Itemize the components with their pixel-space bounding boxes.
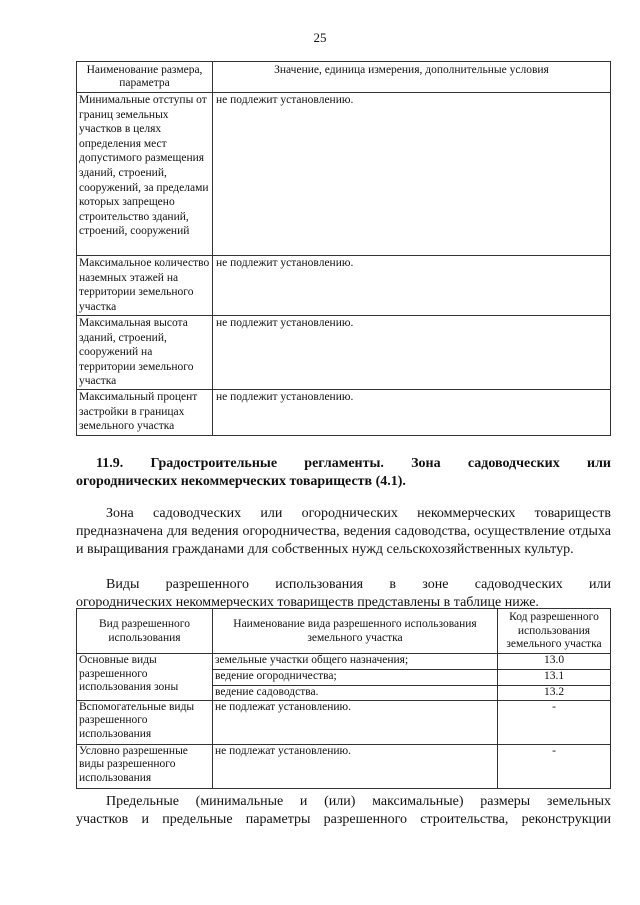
aux-uses-label: Вспомогательные виды разрешенного использования xyxy=(77,700,213,744)
use-name-cell: не подлежат установлению. xyxy=(213,744,498,788)
value-cell: не подлежит установлению. xyxy=(213,256,611,316)
section-heading xyxy=(76,455,611,491)
use-code-cell: - xyxy=(498,744,611,788)
table-row xyxy=(77,744,611,788)
table-row xyxy=(77,256,611,316)
param-cell: Максимальный процент застройки в границах земельного участка xyxy=(77,390,213,436)
header-use-type: Вид разрешенного использования xyxy=(77,609,213,654)
param-cell: Максимальное количество наземных этажей на территории земельного участка xyxy=(77,256,213,316)
table-row xyxy=(77,654,611,670)
section-heading-line2: огороднических некоммерческих товариществ (4.1). xyxy=(76,474,406,489)
value-cell: не подлежит установлению. xyxy=(213,93,611,256)
page-number: 25 xyxy=(313,30,327,45)
use-code-cell: 13.0 xyxy=(498,654,611,670)
permitted-uses-intro-line1: Виды разрешенного использования в зоне садоводческих или xyxy=(106,577,611,592)
parameters-table xyxy=(76,61,611,436)
limits-paragraph xyxy=(76,793,611,829)
use-name-cell: ведение огородничества; xyxy=(213,670,498,686)
table-row xyxy=(77,390,611,436)
limits-paragraph-line1: Предельные (минимальные и (или) максимальные) размеры земельных xyxy=(106,794,611,809)
main-uses-label: Основные виды разрешенного использования зоны xyxy=(77,654,213,701)
table-row xyxy=(77,93,611,256)
use-name-cell: земельные участки общего назначения; xyxy=(213,654,498,670)
use-code-cell: 13.1 xyxy=(498,670,611,686)
section-heading-line1: 11.9. Градостроительные регламенты. Зона садоводческих или xyxy=(96,456,611,471)
value-cell: не подлежит установлению. xyxy=(213,316,611,390)
header-param: Наименование размера, параметра xyxy=(77,62,213,93)
table-row xyxy=(77,316,611,390)
value-cell: не подлежит установлению. xyxy=(213,390,611,436)
param-cell: Максимальная высота зданий, строений, сооружений на территории земельного участка xyxy=(77,316,213,390)
header-value: Значение, единица измерения, дополнительные условия xyxy=(213,62,611,93)
use-code-cell: 13.2 xyxy=(498,686,611,701)
table-header-row xyxy=(77,62,611,93)
use-name-cell: ведение садоводства. xyxy=(213,686,498,701)
limits-paragraph-line2: участков и предельные параметры разрешенного строительства, реконструкции xyxy=(76,811,611,827)
permitted-uses-table xyxy=(76,608,611,789)
param-cell: Минимальные отступы от границ земельных участков в целях определения мест допустимого размещения зданий, строений, сооружений, за пределами которых запрещено строительство зданий, строений, сооружений xyxy=(77,93,213,256)
permitted-uses-intro xyxy=(76,576,611,612)
use-code-cell: - xyxy=(498,700,611,744)
table-row xyxy=(77,700,611,744)
conditional-uses-label: Условно разрешенные виды разрешенного использования xyxy=(77,744,213,788)
table-header-row xyxy=(77,609,611,654)
use-name-cell: не подлежат установлению. xyxy=(213,700,498,744)
permitted-uses-intro-line2: огороднических некоммерческих товариществ представлены в таблице ниже. xyxy=(76,594,539,610)
header-use-name: Наименование вида разрешенного использования земельного участка xyxy=(213,609,498,654)
header-use-code: Код разрешенного использования земельного участка xyxy=(498,609,611,654)
zone-description: Зона садоводческих или огороднических некоммерческих товариществ предназначена для ведения огородничества, ведения садоводства, осуществление отдыха и выращивания гражданами для собственных нужд сельскохозяйственных культур. xyxy=(76,506,611,557)
